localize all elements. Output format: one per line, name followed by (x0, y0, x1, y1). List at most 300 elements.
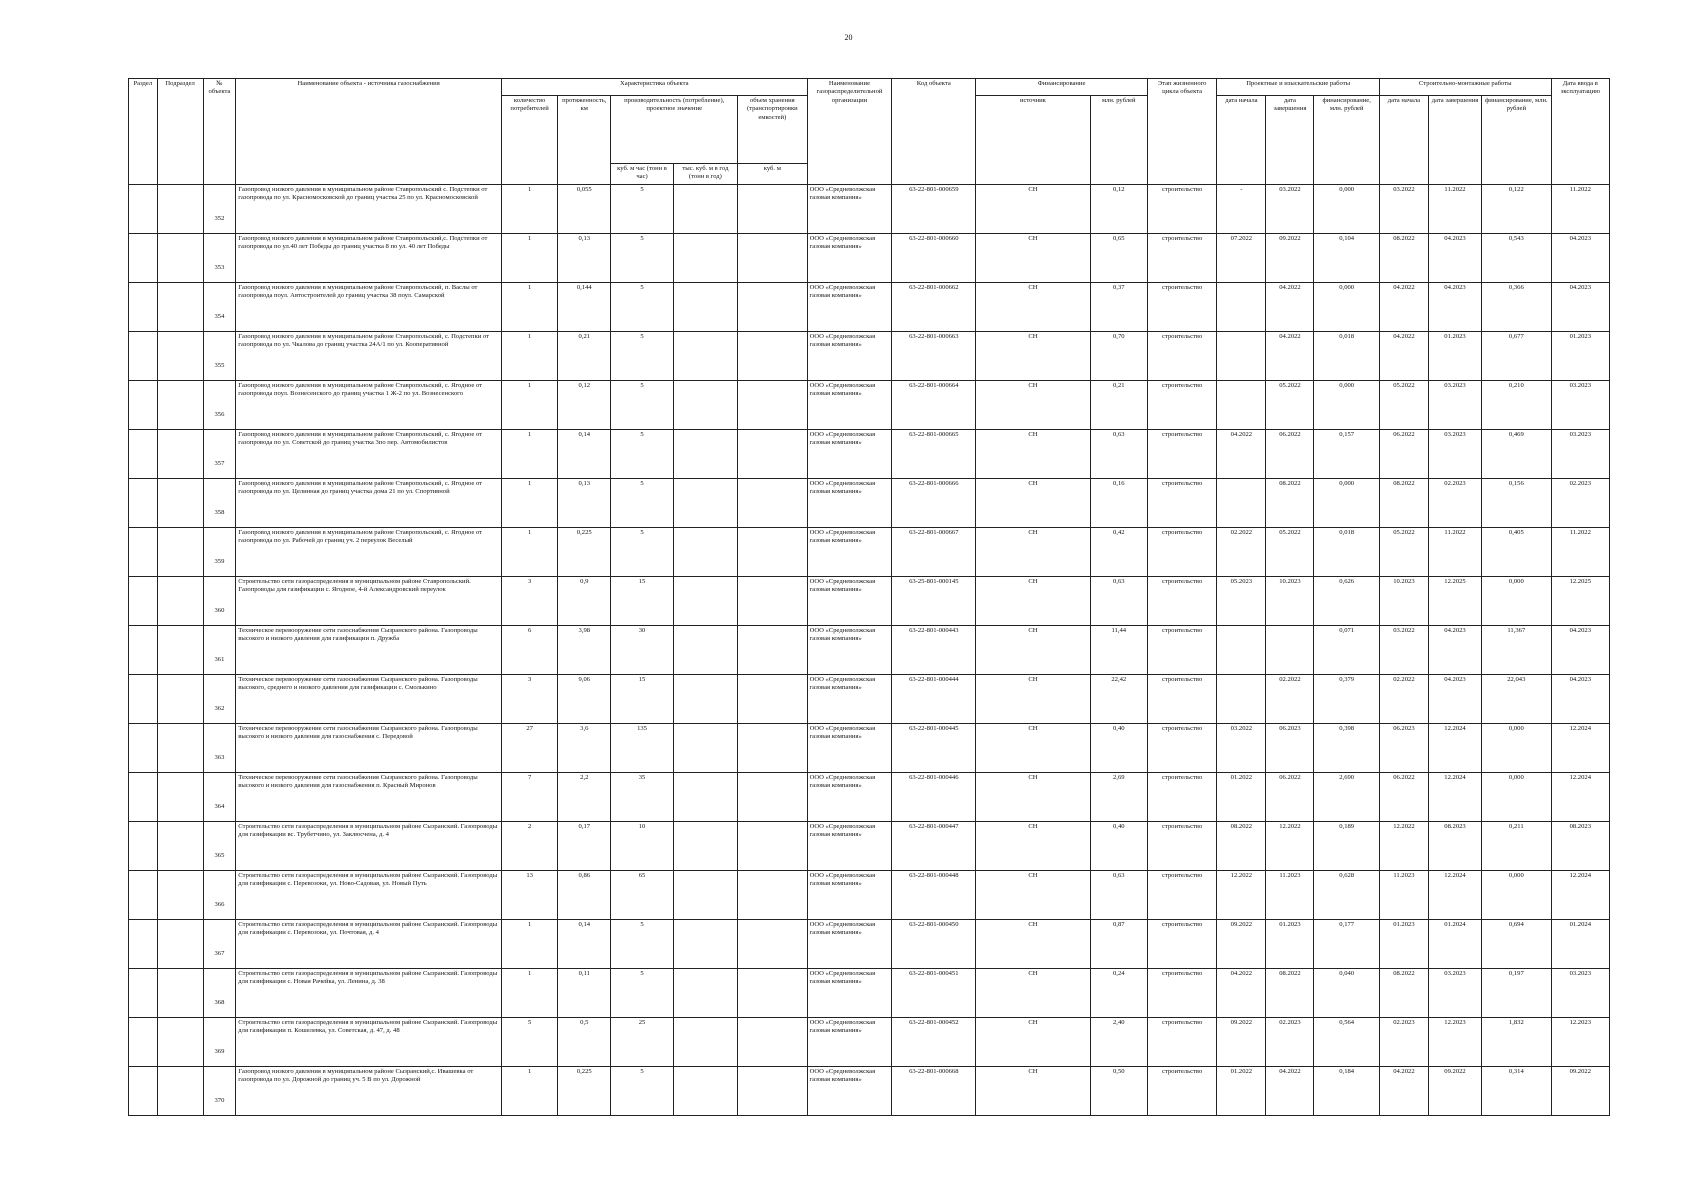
cell-mln: 22,42 (1090, 675, 1147, 724)
cell-object-number: 355 (203, 332, 236, 381)
cell-capacity-year (673, 920, 737, 969)
cell-object-number: 356 (203, 381, 236, 430)
cell-razdel (129, 577, 158, 626)
cell-capacity-year (673, 528, 737, 577)
cell-object-name: Газопровод низкого давления в муниципальном районе Сызранский,с. Ивашевка от газопровода по ул. Дорожной до границ уч. 5 В по ул. Дорожной (236, 1067, 502, 1116)
cell-razdel (129, 234, 158, 283)
cell-design-end: 10.2023 (1266, 577, 1314, 626)
cell-commission-date: 04.2023 (1551, 234, 1609, 283)
cell-code: 63-22-801-000660 (892, 234, 976, 283)
cell-construction-start: 08.2022 (1379, 479, 1428, 528)
cell-construction-fin: 0,366 (1482, 283, 1552, 332)
cell-construction-end: 04.2023 (1428, 234, 1481, 283)
cell-construction-start: 01.2023 (1379, 920, 1428, 969)
cell-mln: 0,70 (1090, 332, 1147, 381)
header-design-start: дата начала (1217, 96, 1266, 185)
cell-construction-start: 03.2022 (1379, 185, 1428, 234)
cell-construction-fin: 0,197 (1482, 969, 1552, 1018)
cell-stage: строительство (1147, 381, 1216, 430)
table-row (129, 920, 1610, 969)
cell-design-end: 06.2022 (1266, 773, 1314, 822)
header-characteristics: Характеристика объекта (502, 79, 808, 96)
cell-construction-start: 06.2023 (1379, 724, 1428, 773)
cell-object-number: 352 (203, 185, 236, 234)
cell-commission-date: 11.2022 (1551, 528, 1609, 577)
gas-objects-table (128, 78, 1610, 1116)
header-consumers: количество потребителей (502, 96, 558, 185)
cell-capacity-hour: 5 (611, 1067, 673, 1116)
cell-stage: строительство (1147, 822, 1216, 871)
cell-length: 0,14 (558, 920, 611, 969)
table-row (129, 724, 1610, 773)
header-storage: объем хранения (транспортировки емкостей) (738, 96, 807, 164)
cell-consumers: 1 (502, 969, 558, 1018)
cell-commission-date: 03.2023 (1551, 969, 1609, 1018)
cell-consumers: 2 (502, 822, 558, 871)
cell-stage: строительство (1147, 871, 1216, 920)
cell-org: ООО «Средневолжская газовая компания» (807, 773, 892, 822)
cell-design-fin: 0,040 (1314, 969, 1379, 1018)
cell-capacity-year (673, 577, 737, 626)
cell-mln: 0,63 (1090, 577, 1147, 626)
cell-code: 63-22-801-000451 (892, 969, 976, 1018)
cell-object-name: Газопровод низкого давления в муниципальном районе Ставропольский,с. Подстепки от газопровода по ул.40 лет Победы до границ участка 8 по ул. 40 лет Победы (236, 234, 502, 283)
cell-source: СН (976, 283, 1090, 332)
page-number: 20 (844, 33, 853, 42)
cell-mln: 0,65 (1090, 234, 1147, 283)
cell-capacity-year (673, 871, 737, 920)
cell-capacity-year (673, 675, 737, 724)
cell-storage (738, 724, 807, 773)
table-row (129, 381, 1610, 430)
cell-capacity-hour: 15 (611, 675, 673, 724)
header-construction-end: дата завершения (1428, 96, 1481, 185)
cell-stage: строительство (1147, 675, 1216, 724)
cell-consumers: 6 (502, 626, 558, 675)
cell-podrazdel (157, 626, 203, 675)
cell-capacity-hour: 25 (611, 1018, 673, 1067)
cell-design-end: 06.2023 (1266, 724, 1314, 773)
cell-capacity-hour: 5 (611, 920, 673, 969)
cell-design-end: 06.2022 (1266, 430, 1314, 479)
cell-stage: строительство (1147, 332, 1216, 381)
cell-org: ООО «Средневолжская газовая компания» (807, 185, 892, 234)
cell-stage: строительство (1147, 773, 1216, 822)
cell-capacity-year (673, 479, 737, 528)
cell-construction-start: 02.2023 (1379, 1018, 1428, 1067)
cell-length: 0,055 (558, 185, 611, 234)
cell-length: 0,11 (558, 969, 611, 1018)
cell-mln: 2,69 (1090, 773, 1147, 822)
cell-design-start (1217, 479, 1266, 528)
cell-design-fin: 0,000 (1314, 283, 1379, 332)
cell-object-number: 365 (203, 822, 236, 871)
cell-construction-start: 04.2022 (1379, 1067, 1428, 1116)
cell-object-name: Техническое перевооружение сети газоснабжения Сызранского района. Газопроводы высокого и низкого давления для газоснабжения п. Красный Миронов (236, 773, 502, 822)
cell-design-start (1217, 332, 1266, 381)
cell-design-start: 03.2022 (1217, 724, 1266, 773)
table-row (129, 773, 1610, 822)
cell-capacity-hour: 5 (611, 283, 673, 332)
cell-storage (738, 430, 807, 479)
cell-design-fin: 0,564 (1314, 1018, 1379, 1067)
header-design-fin: финансирование, млн. рублей (1314, 96, 1379, 185)
cell-source: СН (976, 675, 1090, 724)
cell-commission-date: 09.2022 (1551, 1067, 1609, 1116)
cell-design-start: 01.2022 (1217, 1067, 1266, 1116)
cell-org: ООО «Средневолжская газовая компания» (807, 577, 892, 626)
cell-razdel (129, 185, 158, 234)
cell-object-name: Газопровод низкого давления в муниципальном районе Ставропольский с. Подстепки от газопровода по ул. Красномосковской до границ участка 25 по ул. Красномосковской (236, 185, 502, 234)
cell-length: 0,9 (558, 577, 611, 626)
cell-podrazdel (157, 1018, 203, 1067)
cell-mln: 0,87 (1090, 920, 1147, 969)
cell-object-number: 370 (203, 1067, 236, 1116)
cell-stage: строительство (1147, 430, 1216, 479)
cell-mln: 0,16 (1090, 479, 1147, 528)
cell-source: СН (976, 1067, 1090, 1116)
cell-consumers: 1 (502, 185, 558, 234)
cell-code: 63-22-801-000659 (892, 185, 976, 234)
cell-commission-date: 04.2023 (1551, 283, 1609, 332)
cell-stage: строительство (1147, 626, 1216, 675)
header-razdel: Раздел (129, 79, 158, 185)
cell-design-end (1266, 626, 1314, 675)
cell-construction-end: 11.2022 (1428, 528, 1481, 577)
cell-podrazdel (157, 773, 203, 822)
cell-object-name: Строительство сети газораспределения в муниципальном районе Сызранский. Газопроводы для газификации с. Перевозоки, ул. Ново-Садовая, ул. Новый Путь (236, 871, 502, 920)
cell-source: СН (976, 381, 1090, 430)
header-mln: млн. рублей (1090, 96, 1147, 185)
cell-consumers: 1 (502, 1067, 558, 1116)
cell-design-fin: 0,018 (1314, 332, 1379, 381)
header-object-number: № объекта (203, 79, 236, 185)
cell-commission-date: 03.2023 (1551, 381, 1609, 430)
cell-construction-start: 08.2022 (1379, 969, 1428, 1018)
cell-mln: 0,50 (1090, 1067, 1147, 1116)
cell-capacity-year (673, 430, 737, 479)
cell-source: СН (976, 577, 1090, 626)
table-row (129, 479, 1610, 528)
header-length: протяженность, км (558, 96, 611, 185)
cell-podrazdel (157, 1067, 203, 1116)
cell-capacity-hour: 5 (611, 430, 673, 479)
cell-length: 3,6 (558, 724, 611, 773)
cell-capacity-year (673, 1067, 737, 1116)
cell-stage: строительство (1147, 185, 1216, 234)
cell-design-start: 05.2023 (1217, 577, 1266, 626)
cell-razdel (129, 626, 158, 675)
cell-mln: 0,21 (1090, 381, 1147, 430)
cell-code: 63-22-801-000448 (892, 871, 976, 920)
header-construction-works: Строительно-монтажные работы (1379, 79, 1551, 96)
cell-construction-start: 04.2022 (1379, 332, 1428, 381)
cell-commission-date: 12.2024 (1551, 773, 1609, 822)
cell-length: 3,98 (558, 626, 611, 675)
cell-podrazdel (157, 969, 203, 1018)
cell-construction-fin: 0,000 (1482, 871, 1552, 920)
cell-object-name: Строительство сети газораспределения в муниципальном районе Сызранский. Газопроводы для газификации с. Новая Рачейка, ул. Ленина, д. 38 (236, 969, 502, 1018)
cell-design-end: 11.2023 (1266, 871, 1314, 920)
cell-org: ООО «Средневолжская газовая компания» (807, 1067, 892, 1116)
cell-construction-start: 02.2022 (1379, 675, 1428, 724)
cell-code: 63-22-801-000664 (892, 381, 976, 430)
cell-design-start: - (1217, 185, 1266, 234)
cell-design-fin: 2,690 (1314, 773, 1379, 822)
cell-org: ООО «Средневолжская газовая компания» (807, 234, 892, 283)
cell-design-end: 04.2022 (1266, 332, 1314, 381)
cell-construction-end: 12.2024 (1428, 724, 1481, 773)
cell-code: 63-22-801-000450 (892, 920, 976, 969)
cell-capacity-hour: 10 (611, 822, 673, 871)
cell-design-fin: 0,379 (1314, 675, 1379, 724)
cell-stage: строительство (1147, 234, 1216, 283)
cell-capacity-year (673, 773, 737, 822)
cell-razdel (129, 675, 158, 724)
cell-construction-fin: 11,367 (1482, 626, 1552, 675)
cell-stage: строительство (1147, 283, 1216, 332)
cell-org: ООО «Средневолжская газовая компания» (807, 479, 892, 528)
cell-consumers: 1 (502, 332, 558, 381)
cell-org: ООО «Средневолжская газовая компания» (807, 430, 892, 479)
cell-podrazdel (157, 479, 203, 528)
cell-design-start (1217, 381, 1266, 430)
cell-podrazdel (157, 185, 203, 234)
cell-consumers: 1 (502, 920, 558, 969)
cell-object-name: Строительство сети газораспределения в муниципальном районе Сызранский. Газопроводы для газификации вс. Трубетчино, ул. Заклюсчена, д. 4 (236, 822, 502, 871)
header-design-end: дата завершения (1266, 96, 1314, 185)
header-unit-storage: куб. м (738, 164, 807, 185)
cell-object-name: Газопровод низкого давления в муниципальном районе Ставропольский, с. Ягодное от газопровода по ул. Советской до границ участка 3по пер. Автомобилистов (236, 430, 502, 479)
cell-design-fin: 0,000 (1314, 479, 1379, 528)
cell-construction-start: 08.2022 (1379, 234, 1428, 283)
cell-capacity-year (673, 332, 737, 381)
cell-design-end: 08.2022 (1266, 479, 1314, 528)
cell-design-end: 02.2022 (1266, 675, 1314, 724)
cell-org: ООО «Средневолжская газовая компания» (807, 626, 892, 675)
cell-commission-date: 04.2023 (1551, 626, 1609, 675)
cell-storage (738, 528, 807, 577)
cell-construction-fin: 0,000 (1482, 724, 1552, 773)
cell-org: ООО «Средневолжская газовая компания» (807, 381, 892, 430)
cell-commission-date: 03.2023 (1551, 430, 1609, 479)
cell-capacity-hour: 5 (611, 332, 673, 381)
cell-code: 63-22-801-000444 (892, 675, 976, 724)
cell-storage (738, 969, 807, 1018)
cell-consumers: 7 (502, 773, 558, 822)
cell-source: СН (976, 969, 1090, 1018)
cell-commission-date: 12.2023 (1551, 1018, 1609, 1067)
cell-design-start (1217, 675, 1266, 724)
cell-construction-end: 03.2023 (1428, 969, 1481, 1018)
header-source: источник (976, 96, 1090, 185)
cell-podrazdel (157, 577, 203, 626)
cell-construction-end: 01.2024 (1428, 920, 1481, 969)
cell-razdel (129, 969, 158, 1018)
cell-razdel (129, 871, 158, 920)
cell-code: 63-22-801-000663 (892, 332, 976, 381)
cell-stage: строительство (1147, 479, 1216, 528)
cell-capacity-hour: 65 (611, 871, 673, 920)
cell-construction-end: 11.2022 (1428, 185, 1481, 234)
cell-construction-fin: 0,156 (1482, 479, 1552, 528)
cell-code: 63-22-801-000662 (892, 283, 976, 332)
cell-design-fin: 0,189 (1314, 822, 1379, 871)
cell-commission-date: 02.2023 (1551, 479, 1609, 528)
cell-object-number: 359 (203, 528, 236, 577)
header-stage: Этап жизненного цикла объекта (1147, 79, 1216, 185)
header-financing: Финансирование (976, 79, 1148, 96)
cell-object-name: Газопровод низкого давления в муниципальном районе Ставропольский, с. Ягодное от газопровода поул. Вознесенского до границ участка 1 Ж-2 по ул. Вознесенского (236, 381, 502, 430)
cell-construction-end: 01.2023 (1428, 332, 1481, 381)
cell-design-start: 09.2022 (1217, 920, 1266, 969)
cell-construction-fin: 0,543 (1482, 234, 1552, 283)
cell-source: СН (976, 920, 1090, 969)
cell-construction-fin: 0,000 (1482, 773, 1552, 822)
table-row (129, 1018, 1610, 1067)
cell-capacity-year (673, 1018, 737, 1067)
cell-consumers: 1 (502, 381, 558, 430)
cell-length: 0,5 (558, 1018, 611, 1067)
cell-stage: строительство (1147, 1018, 1216, 1067)
cell-capacity-hour: 5 (611, 528, 673, 577)
cell-capacity-hour: 35 (611, 773, 673, 822)
cell-construction-start: 10.2023 (1379, 577, 1428, 626)
header-construction-start: дата начала (1379, 96, 1428, 185)
cell-construction-end: 08.2023 (1428, 822, 1481, 871)
cell-object-name: Газопровод низкого давления в муниципальном районе Ставропольский, п. Васлы от газопровода поул. Автостроителей до границ участка 38 поул. Самарской (236, 283, 502, 332)
cell-capacity-hour: 135 (611, 724, 673, 773)
cell-mln: 2,40 (1090, 1018, 1147, 1067)
cell-consumers: 27 (502, 724, 558, 773)
cell-podrazdel (157, 871, 203, 920)
cell-stage: строительство (1147, 577, 1216, 626)
cell-mln: 0,42 (1090, 528, 1147, 577)
cell-razdel (129, 1018, 158, 1067)
cell-object-number: 361 (203, 626, 236, 675)
cell-design-start (1217, 283, 1266, 332)
cell-design-fin: 0,104 (1314, 234, 1379, 283)
cell-code: 63-22-801-000446 (892, 773, 976, 822)
cell-object-number: 367 (203, 920, 236, 969)
cell-design-fin: 0,000 (1314, 381, 1379, 430)
cell-podrazdel (157, 381, 203, 430)
cell-construction-start: 06.2022 (1379, 773, 1428, 822)
cell-org: ООО «Средневолжская газовая компания» (807, 283, 892, 332)
cell-razdel (129, 332, 158, 381)
cell-podrazdel (157, 528, 203, 577)
cell-consumers: 1 (502, 234, 558, 283)
cell-design-start: 04.2022 (1217, 969, 1266, 1018)
cell-construction-fin: 0,677 (1482, 332, 1552, 381)
cell-source: СН (976, 773, 1090, 822)
cell-object-name: Строительство сети газораспределения в муниципальном районе Сызранский. Газопроводы для газификации с. Перевозоки, ул. Почтовая, д. 4 (236, 920, 502, 969)
cell-construction-end: 04.2023 (1428, 283, 1481, 332)
cell-capacity-hour: 5 (611, 234, 673, 283)
cell-source: СН (976, 479, 1090, 528)
cell-razdel (129, 430, 158, 479)
cell-source: СН (976, 626, 1090, 675)
cell-construction-end: 04.2023 (1428, 626, 1481, 675)
cell-design-fin: 0,398 (1314, 724, 1379, 773)
header-commission-date: Дата ввода в эксплуатацию (1551, 79, 1609, 185)
cell-design-end: 05.2022 (1266, 528, 1314, 577)
cell-storage (738, 479, 807, 528)
cell-consumers: 13 (502, 871, 558, 920)
cell-consumers: 5 (502, 1018, 558, 1067)
cell-source: СН (976, 185, 1090, 234)
cell-razdel (129, 1067, 158, 1116)
cell-object-number: 360 (203, 577, 236, 626)
cell-construction-fin: 22,043 (1482, 675, 1552, 724)
header-unit-hour: куб. м час (тонн в час) (611, 164, 673, 185)
cell-length: 0,17 (558, 822, 611, 871)
cell-construction-fin: 0,694 (1482, 920, 1552, 969)
cell-source: СН (976, 332, 1090, 381)
cell-construction-fin: 0,210 (1482, 381, 1552, 430)
cell-capacity-year (673, 185, 737, 234)
cell-length: 0,13 (558, 234, 611, 283)
cell-code: 63-22-801-000665 (892, 430, 976, 479)
cell-commission-date: 08.2023 (1551, 822, 1609, 871)
cell-podrazdel (157, 822, 203, 871)
cell-object-name: Техническое перевооружение сети газоснабжения Сызранского района. Газопроводы высокого и низкого давления для газоснабжения с. Передовой (236, 724, 502, 773)
table-row (129, 283, 1610, 332)
header-unit-year: тыс. куб. м в год (тонн в год) (673, 164, 737, 185)
cell-commission-date: 11.2022 (1551, 185, 1609, 234)
header-capacity: производительность (потребление), проектное значение (611, 96, 738, 164)
cell-construction-fin: 0,405 (1482, 528, 1552, 577)
cell-razdel (129, 822, 158, 871)
cell-code: 63-22-801-000445 (892, 724, 976, 773)
cell-source: СН (976, 822, 1090, 871)
header-code: Код объекта (892, 79, 976, 185)
cell-mln: 11,44 (1090, 626, 1147, 675)
cell-org: ООО «Средневолжская газовая компания» (807, 675, 892, 724)
cell-stage: строительство (1147, 724, 1216, 773)
cell-code: 63-22-801-000666 (892, 479, 976, 528)
cell-object-name: Газопровод низкого давления в муниципальном районе Ставропольский, с. Подстепки от газопровода по ул. Чкалова до границ участка 24А/1 по ул. Кооперативной (236, 332, 502, 381)
cell-design-end: 03.2022 (1266, 185, 1314, 234)
cell-capacity-year (673, 822, 737, 871)
cell-object-number: 363 (203, 724, 236, 773)
cell-object-name: Газопровод низкого давления в муниципальном районе Ставропольский, с. Ягодное от газопровода по ул. Рабочей до границ уч. 2 переулок Веселый (236, 528, 502, 577)
cell-commission-date: 01.2024 (1551, 920, 1609, 969)
cell-storage (738, 773, 807, 822)
cell-commission-date: 12.2024 (1551, 871, 1609, 920)
cell-design-end: 04.2022 (1266, 1067, 1314, 1116)
cell-razdel (129, 920, 158, 969)
table-row (129, 332, 1610, 381)
cell-object-number: 366 (203, 871, 236, 920)
cell-construction-start: 12.2022 (1379, 822, 1428, 871)
cell-length: 2,2 (558, 773, 611, 822)
cell-consumers: 1 (502, 430, 558, 479)
cell-design-start: 04.2022 (1217, 430, 1266, 479)
cell-length: 9,06 (558, 675, 611, 724)
cell-capacity-hour: 15 (611, 577, 673, 626)
cell-design-start: 12.2022 (1217, 871, 1266, 920)
cell-object-name: Строительство сети газораспределения в муниципальном районе Сызранский. Газопроводы для газификации п. Кошелевка, ул. Советская, д. 47, д. 48 (236, 1018, 502, 1067)
cell-design-start: 09.2022 (1217, 1018, 1266, 1067)
cell-design-end: 12.2022 (1266, 822, 1314, 871)
cell-razdel (129, 528, 158, 577)
cell-construction-end: 03.2023 (1428, 381, 1481, 430)
cell-construction-start: 03.2022 (1379, 626, 1428, 675)
cell-code: 63-22-801-000452 (892, 1018, 976, 1067)
cell-code: 63-25-801-000145 (892, 577, 976, 626)
cell-org: ООО «Средневолжская газовая компания» (807, 1018, 892, 1067)
